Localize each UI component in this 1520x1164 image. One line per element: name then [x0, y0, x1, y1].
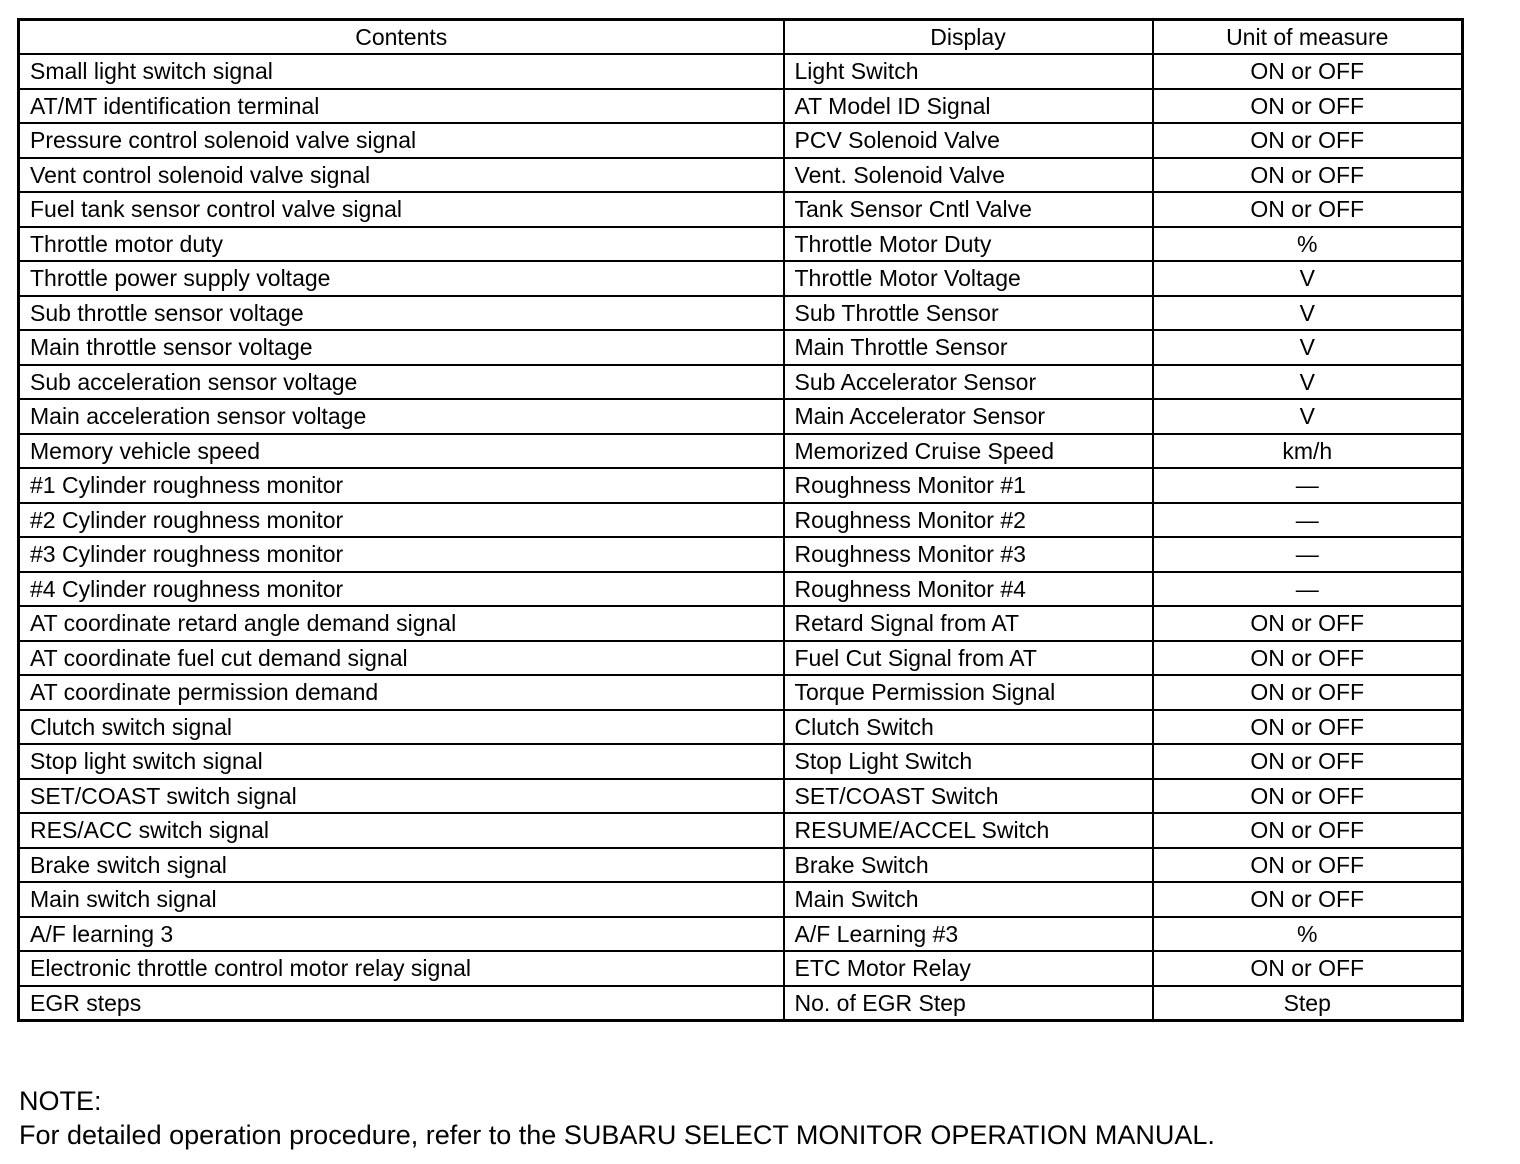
table-row	[19, 261, 1463, 296]
cell-contents: EGR steps	[19, 986, 784, 1021]
table-row	[19, 54, 1463, 89]
cell-unit: ON or OFF	[1153, 123, 1463, 158]
cell-contents: Fuel tank sensor control valve signal	[19, 192, 784, 227]
table-row	[19, 537, 1463, 572]
cell-unit: —	[1153, 537, 1463, 572]
cell-unit: %	[1153, 227, 1463, 262]
cell-display: A/F Learning #3	[784, 917, 1153, 952]
cell-unit: ON or OFF	[1153, 710, 1463, 745]
cell-contents: AT/MT identification terminal	[19, 89, 784, 124]
cell-display: Stop Light Switch	[784, 744, 1153, 779]
cell-unit: %	[1153, 917, 1463, 952]
cell-contents: Electronic throttle control motor relay signal	[19, 951, 784, 986]
cell-contents: AT coordinate permission demand	[19, 675, 784, 710]
cell-display: Roughness Monitor #1	[784, 468, 1153, 503]
cell-display: AT Model ID Signal	[784, 89, 1153, 124]
cell-contents: Main switch signal	[19, 882, 784, 917]
table-row	[19, 917, 1463, 952]
cell-display: Sub Accelerator Sensor	[784, 365, 1153, 400]
cell-contents: Brake switch signal	[19, 848, 784, 883]
cell-unit: V	[1153, 261, 1463, 296]
cell-display: Main Switch	[784, 882, 1153, 917]
cell-unit: ON or OFF	[1153, 54, 1463, 89]
table-row	[19, 572, 1463, 607]
cell-contents: A/F learning 3	[19, 917, 784, 952]
cell-contents: Clutch switch signal	[19, 710, 784, 745]
note-text: For detailed operation procedure, refer to the SUBARU SELECT MONITOR OPERATION MANUAL.	[19, 1120, 1215, 1150]
cell-contents: Memory vehicle speed	[19, 434, 784, 469]
cell-contents: Throttle power supply voltage	[19, 261, 784, 296]
cell-contents: #4 Cylinder roughness monitor	[19, 572, 784, 607]
cell-display: Roughness Monitor #2	[784, 503, 1153, 538]
column-header-contents: Contents	[19, 20, 784, 55]
table-row	[19, 951, 1463, 986]
monitor-table-container	[17, 18, 1461, 1022]
cell-contents: Main acceleration sensor voltage	[19, 399, 784, 434]
column-header-unit: Unit of measure	[1153, 20, 1463, 55]
table-row	[19, 365, 1463, 400]
table-row	[19, 710, 1463, 745]
cell-unit: ON or OFF	[1153, 951, 1463, 986]
cell-display: No. of EGR Step	[784, 986, 1153, 1021]
cell-display: SET/COAST Switch	[784, 779, 1153, 814]
cell-display: ETC Motor Relay	[784, 951, 1153, 986]
cell-contents: #1 Cylinder roughness monitor	[19, 468, 784, 503]
cell-unit: ON or OFF	[1153, 744, 1463, 779]
cell-display: Brake Switch	[784, 848, 1153, 883]
cell-unit: ON or OFF	[1153, 779, 1463, 814]
cell-unit: V	[1153, 365, 1463, 400]
cell-contents: Throttle motor duty	[19, 227, 784, 262]
table-body	[19, 54, 1463, 1021]
cell-contents: #2 Cylinder roughness monitor	[19, 503, 784, 538]
cell-unit: Step	[1153, 986, 1463, 1021]
cell-contents: SET/COAST switch signal	[19, 779, 784, 814]
table-row	[19, 675, 1463, 710]
cell-contents: RES/ACC switch signal	[19, 813, 784, 848]
cell-contents: Pressure control solenoid valve signal	[19, 123, 784, 158]
cell-display: Vent. Solenoid Valve	[784, 158, 1153, 193]
cell-display: Torque Permission Signal	[784, 675, 1153, 710]
cell-unit: V	[1153, 296, 1463, 331]
table-row	[19, 123, 1463, 158]
cell-display: Main Accelerator Sensor	[784, 399, 1153, 434]
cell-contents: Vent control solenoid valve signal	[19, 158, 784, 193]
cell-unit: ON or OFF	[1153, 813, 1463, 848]
table-row	[19, 468, 1463, 503]
cell-unit: ON or OFF	[1153, 158, 1463, 193]
table-row	[19, 986, 1463, 1021]
cell-display: Throttle Motor Voltage	[784, 261, 1153, 296]
table-row	[19, 399, 1463, 434]
table-row	[19, 641, 1463, 676]
cell-unit: ON or OFF	[1153, 89, 1463, 124]
monitor-items-table	[17, 18, 1464, 1022]
cell-contents: AT coordinate retard angle demand signal	[19, 606, 784, 641]
cell-display: Sub Throttle Sensor	[784, 296, 1153, 331]
table-header-row	[19, 20, 1463, 55]
cell-display: Main Throttle Sensor	[784, 330, 1153, 365]
cell-unit: V	[1153, 399, 1463, 434]
cell-display: Memorized Cruise Speed	[784, 434, 1153, 469]
table-row	[19, 89, 1463, 124]
cell-contents: Sub acceleration sensor voltage	[19, 365, 784, 400]
table-row	[19, 848, 1463, 883]
cell-contents: Sub throttle sensor voltage	[19, 296, 784, 331]
cell-unit: ON or OFF	[1153, 675, 1463, 710]
table-row	[19, 779, 1463, 814]
cell-unit: ON or OFF	[1153, 848, 1463, 883]
cell-unit: ON or OFF	[1153, 641, 1463, 676]
column-header-display: Display	[784, 20, 1153, 55]
table-row	[19, 330, 1463, 365]
cell-unit: ON or OFF	[1153, 882, 1463, 917]
cell-contents: Small light switch signal	[19, 54, 784, 89]
cell-display: Clutch Switch	[784, 710, 1153, 745]
table-row	[19, 158, 1463, 193]
cell-unit: —	[1153, 468, 1463, 503]
cell-unit: ON or OFF	[1153, 606, 1463, 641]
note-block	[19, 1084, 1215, 1152]
cell-unit: —	[1153, 572, 1463, 607]
table-row	[19, 296, 1463, 331]
cell-unit: ON or OFF	[1153, 192, 1463, 227]
cell-display: Throttle Motor Duty	[784, 227, 1153, 262]
table-row	[19, 503, 1463, 538]
cell-display: Light Switch	[784, 54, 1153, 89]
cell-display: RESUME/ACCEL Switch	[784, 813, 1153, 848]
cell-contents: AT coordinate fuel cut demand signal	[19, 641, 784, 676]
table-row	[19, 744, 1463, 779]
cell-display: Tank Sensor Cntl Valve	[784, 192, 1153, 227]
table-row	[19, 434, 1463, 469]
table-row	[19, 882, 1463, 917]
table-row	[19, 192, 1463, 227]
table-row	[19, 227, 1463, 262]
cell-contents: Stop light switch signal	[19, 744, 784, 779]
cell-unit: km/h	[1153, 434, 1463, 469]
cell-contents: Main throttle sensor voltage	[19, 330, 784, 365]
cell-unit: V	[1153, 330, 1463, 365]
cell-display: Retard Signal from AT	[784, 606, 1153, 641]
cell-display: Roughness Monitor #4	[784, 572, 1153, 607]
table-row	[19, 813, 1463, 848]
note-label: NOTE:	[19, 1086, 102, 1116]
table-row	[19, 606, 1463, 641]
cell-display: PCV Solenoid Valve	[784, 123, 1153, 158]
cell-contents: #3 Cylinder roughness monitor	[19, 537, 784, 572]
cell-unit: —	[1153, 503, 1463, 538]
cell-display: Roughness Monitor #3	[784, 537, 1153, 572]
cell-display: Fuel Cut Signal from AT	[784, 641, 1153, 676]
